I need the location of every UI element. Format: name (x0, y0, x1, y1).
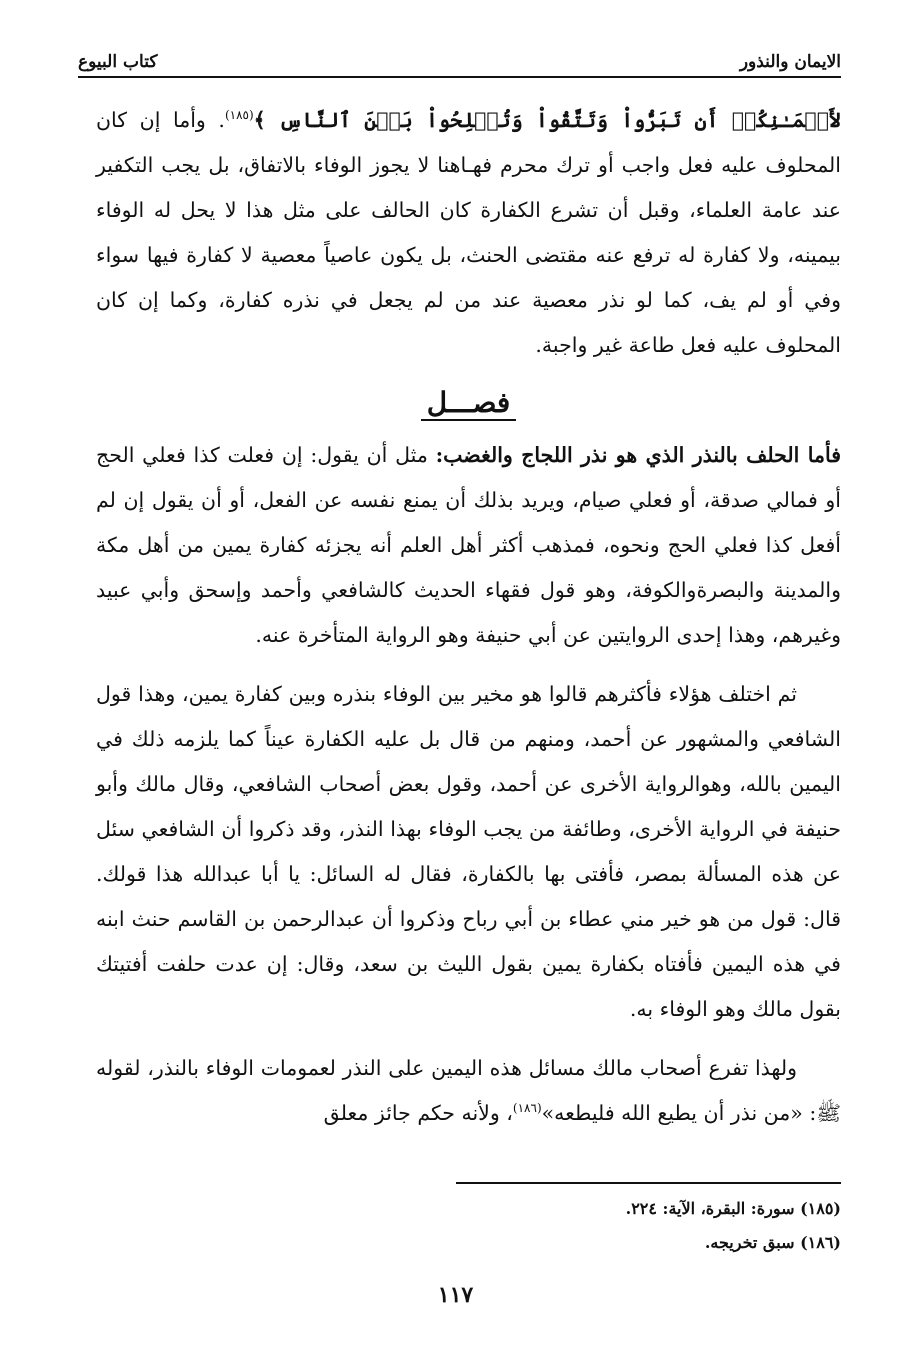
paragraph-4 (96, 1046, 841, 1136)
main-text (96, 98, 841, 1150)
paragraph-3-text: ثم اختلف هؤلاء فأكثرهم قالوا هو مخير بين الوفاء بنذره وبين كفارة يمين، وهذا قول الشافعي والمشهور عن أحمد، ومنهم من قال بل عليه الكفارة عيناً كما يلزمه ذلك في اليمين بالله، وهوالرواية الأخرى عن أحمد، وقول بعض أصحاب الشافعي، وقال مالك وأبو حنيفة في الرواية الأخرى، وطائفة من يجب الوفاء بهذا النذر، وقد ذكروا أن الشافعي سئل عن هذه المسألة بمصر، فأفتى بها بالكفارة، فقال له السائل: يا أبا عبدالله هذا قولك. قال: قول من هو خير مني عطاء بن أبي رباح وذكروا أن عبدالرحمن بن القاسم حنث ابنه في هذه اليمين فأفتاه بكفارة يمين بقول الليث بن سعد، وقال: إن عدت حلفت أفتيتك بقول مالك وهو الوفاء به. (96, 682, 841, 1021)
header-right-title: الايمان والنذور (739, 52, 841, 72)
footnote-rule (456, 1182, 841, 1184)
paragraph-2 (96, 433, 841, 658)
footnote-ref-186: (١٨٦) (512, 1101, 542, 1116)
footnote-185: (١٨٥) سورة: البقرة، الآية: ٢٢٤. (625, 1199, 841, 1218)
paragraph-1 (96, 98, 841, 368)
footnote-186: (١٨٦) سبق تخريجه. (704, 1233, 841, 1252)
quran-verse: لأَيۡمَـٰنِكُمۡ أَن تَبَرُّواْ وَتَتَّقُواْ وَتُصۡلِحُواْ بَيۡنَ ٱلنَّاسِ ﴾ (253, 108, 842, 132)
page-number: ١١٧ (437, 1282, 474, 1308)
paragraph-4-text-b: ، ولأنه حكم جائز معلق (323, 1101, 513, 1125)
paragraph-2-text: مثل أن يقول: إن فعلت كذا فعلي الحج أو فمالي صدقة، أو فعلي صيام، ويريد بذلك أن يمنع نفسه عن الفعل، أو أن يقول إن لم أفعل كذا فعلي الحج ونحوه، فمذهب أكثر أهل العلم أنه يجزئه كفارة يمين من أهل مكة والمدينة والبصرةوالكوفة، وهو قول فقهاء الحديث كالشافعي وأحمد وإسحق وأبي عبيد وغيرهم، وهذا إحدى الروايتين عن أبي حنيفة وهو الرواية المتأخرة عنه. (96, 443, 841, 647)
header-rule (78, 76, 841, 78)
paragraph-4-text-a: ولهذا تفرع أصحاب مالك مسائل هذه اليمين على النذر لعمومات الوفاء بالنذر، لقوله ﷺ: «من نذر أن يطيع الله فليطعه» (96, 1056, 841, 1125)
footnote-ref-185: (١٨٥) (224, 108, 254, 123)
header-left-title: كتاب البيوع (78, 52, 158, 72)
paragraph-3 (96, 672, 841, 1032)
footnotes (96, 1192, 841, 1260)
running-header (78, 42, 841, 72)
section-title: فصـــل (96, 380, 841, 425)
paragraph-1-text: . وأما إن كان المحلوف عليه فعل واجب أو ترك محرم فهـاهنا لا يجوز الوفاء بالاتفاق، بل يجب التكفير عند عامة العلماء، وقبل أن تشرع الكفارة كان الحالف على مثل هذا لا يحل له الوفاء بيمينه، ولا كفارة له ترفع عنه مقتضى الحنث، بل يكون عاصياً معصية لا كفارة فيها سواء وفي أو لم يف، كما لو نذر معصية عند من لم يجعل في نذره كفارة، وكما إن كان المحلوف عليه فعل طاعة غير واجبة. (96, 108, 841, 357)
paragraph-2-lead: فأما الحلف بالنذر الذي هو نذر اللجاج والغضب: (435, 443, 841, 467)
